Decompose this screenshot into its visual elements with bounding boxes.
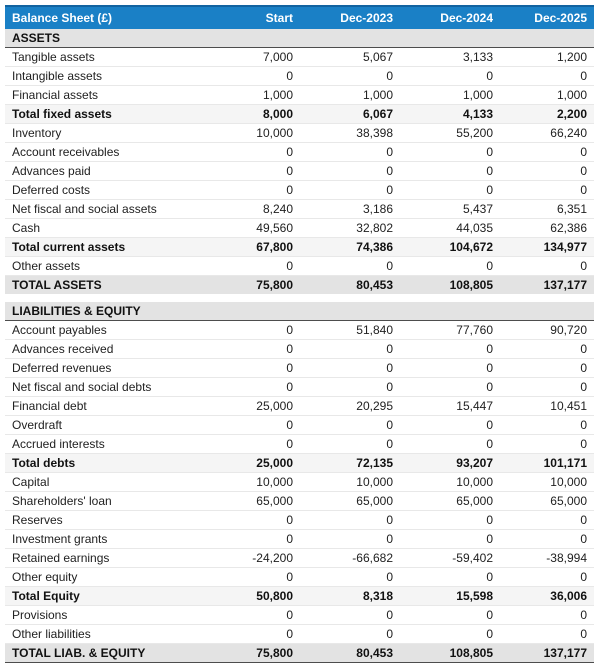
cell-value: 5,067: [301, 48, 401, 67]
table-row: [5, 219, 594, 238]
cell-value: 65,000: [301, 492, 401, 511]
cell-value: 0: [201, 606, 301, 625]
cell-value: 0: [501, 568, 594, 587]
table-row: [5, 67, 594, 86]
cell-value: 0: [201, 530, 301, 549]
cell-value: 0: [401, 625, 501, 644]
section-label: LIABILITIES & EQUITY: [5, 302, 594, 321]
table-row: [5, 181, 594, 200]
table-row: [5, 454, 594, 473]
cell-value: 49,560: [201, 219, 301, 238]
row-label: Provisions: [5, 606, 201, 625]
cell-value: 10,451: [501, 397, 594, 416]
cell-value: 0: [501, 435, 594, 454]
cell-value: 0: [201, 435, 301, 454]
table-row: [5, 397, 594, 416]
cell-value: 0: [501, 257, 594, 276]
cell-value: 80,453: [301, 276, 401, 295]
cell-value: 0: [301, 257, 401, 276]
row-label: Investment grants: [5, 530, 201, 549]
cell-value: 0: [301, 435, 401, 454]
row-label: Deferred revenues: [5, 359, 201, 378]
row-label: Advances received: [5, 340, 201, 359]
cell-value: 7,000: [201, 48, 301, 67]
cell-value: 137,177: [501, 276, 594, 295]
row-label: Capital: [5, 473, 201, 492]
table-row: [5, 200, 594, 219]
table-row: [5, 492, 594, 511]
cell-value: 0: [501, 359, 594, 378]
cell-value: 4,133: [401, 105, 501, 124]
table-row: [5, 530, 594, 549]
column-header-title: Balance Sheet (£): [5, 6, 201, 29]
cell-value: -38,994: [501, 549, 594, 568]
cell-value: 36,006: [501, 587, 594, 606]
cell-value: 44,035: [401, 219, 501, 238]
cell-value: 0: [201, 359, 301, 378]
cell-value: 0: [301, 67, 401, 86]
cell-value: 90,720: [501, 321, 594, 340]
cell-value: 10,000: [201, 473, 301, 492]
row-label: Inventory: [5, 124, 201, 143]
cell-value: 15,447: [401, 397, 501, 416]
cell-value: 0: [501, 511, 594, 530]
cell-value: 0: [301, 340, 401, 359]
cell-value: 0: [301, 625, 401, 644]
cell-value: 1,000: [201, 86, 301, 105]
row-label: TOTAL LIAB. & EQUITY: [5, 644, 201, 663]
column-header-dec-2024: Dec-2024: [401, 6, 501, 29]
cell-value: 0: [301, 530, 401, 549]
row-label: Advances paid: [5, 162, 201, 181]
cell-value: 0: [401, 181, 501, 200]
spacer-cell: [5, 294, 594, 302]
row-label: Retained earnings: [5, 549, 201, 568]
cell-value: 0: [201, 416, 301, 435]
row-label: Cash: [5, 219, 201, 238]
table-row: [5, 359, 594, 378]
cell-value: 1,200: [501, 48, 594, 67]
cell-value: 104,672: [401, 238, 501, 257]
cell-value: 0: [401, 378, 501, 397]
cell-value: 8,000: [201, 105, 301, 124]
cell-value: 101,171: [501, 454, 594, 473]
cell-value: 5,437: [401, 200, 501, 219]
section-row: [5, 29, 594, 48]
cell-value: 0: [201, 340, 301, 359]
cell-value: 0: [301, 359, 401, 378]
table-row: [5, 257, 594, 276]
cell-value: 0: [501, 606, 594, 625]
balance-sheet-body: [5, 29, 594, 663]
cell-value: 0: [401, 257, 501, 276]
cell-value: 2,200: [501, 105, 594, 124]
row-label: Other liabilities: [5, 625, 201, 644]
row-label: Shareholders' loan: [5, 492, 201, 511]
cell-value: -66,682: [301, 549, 401, 568]
cell-value: 0: [301, 378, 401, 397]
table-row: [5, 644, 594, 663]
table-row: [5, 416, 594, 435]
cell-value: 108,805: [401, 644, 501, 663]
cell-value: 38,398: [301, 124, 401, 143]
cell-value: -59,402: [401, 549, 501, 568]
row-label: Account payables: [5, 321, 201, 340]
cell-value: 51,840: [301, 321, 401, 340]
cell-value: 75,800: [201, 644, 301, 663]
cell-value: 67,800: [201, 238, 301, 257]
cell-value: 65,000: [501, 492, 594, 511]
cell-value: 0: [201, 67, 301, 86]
cell-value: 0: [301, 162, 401, 181]
column-header-start: Start: [201, 6, 301, 29]
cell-value: 65,000: [201, 492, 301, 511]
table-row: [5, 340, 594, 359]
cell-value: 0: [301, 143, 401, 162]
cell-value: 0: [201, 568, 301, 587]
cell-value: 8,240: [201, 200, 301, 219]
table-row: [5, 435, 594, 454]
cell-value: 0: [501, 143, 594, 162]
cell-value: 0: [401, 511, 501, 530]
row-label: Total debts: [5, 454, 201, 473]
cell-value: 65,000: [401, 492, 501, 511]
cell-value: 0: [301, 416, 401, 435]
table-row: [5, 321, 594, 340]
cell-value: 0: [301, 606, 401, 625]
cell-value: 50,800: [201, 587, 301, 606]
cell-value: 0: [401, 435, 501, 454]
cell-value: 1,000: [401, 86, 501, 105]
cell-value: 108,805: [401, 276, 501, 295]
cell-value: 0: [401, 606, 501, 625]
table-row: [5, 568, 594, 587]
table-row: [5, 124, 594, 143]
row-label: Overdraft: [5, 416, 201, 435]
cell-value: 74,386: [301, 238, 401, 257]
cell-value: 0: [501, 625, 594, 644]
section-label: ASSETS: [5, 29, 594, 48]
cell-value: 25,000: [201, 454, 301, 473]
cell-value: 0: [401, 162, 501, 181]
cell-value: 0: [201, 625, 301, 644]
table-row: [5, 511, 594, 530]
row-label: Total Equity: [5, 587, 201, 606]
row-label: Deferred costs: [5, 181, 201, 200]
row-label: Accrued interests: [5, 435, 201, 454]
cell-value: 62,386: [501, 219, 594, 238]
row-label: Reserves: [5, 511, 201, 530]
row-label: Net fiscal and social assets: [5, 200, 201, 219]
cell-value: 25,000: [201, 397, 301, 416]
table-row: [5, 625, 594, 644]
cell-value: 66,240: [501, 124, 594, 143]
cell-value: 10,000: [401, 473, 501, 492]
cell-value: 0: [401, 416, 501, 435]
column-header-dec-2025: Dec-2025: [501, 6, 594, 29]
cell-value: 72,135: [301, 454, 401, 473]
table-header-row: [5, 6, 594, 29]
table-row: [5, 378, 594, 397]
section-row: [5, 302, 594, 321]
cell-value: 15,598: [401, 587, 501, 606]
row-label: Other equity: [5, 568, 201, 587]
row-label: Financial assets: [5, 86, 201, 105]
row-label: Total fixed assets: [5, 105, 201, 124]
cell-value: 80,453: [301, 644, 401, 663]
cell-value: 0: [501, 340, 594, 359]
cell-value: 0: [301, 181, 401, 200]
cell-value: 3,186: [301, 200, 401, 219]
cell-value: 0: [201, 321, 301, 340]
table-row: [5, 473, 594, 492]
row-label: Intangible assets: [5, 67, 201, 86]
row-label: Tangible assets: [5, 48, 201, 67]
row-label: Total current assets: [5, 238, 201, 257]
cell-value: 0: [201, 257, 301, 276]
cell-value: 0: [201, 378, 301, 397]
cell-value: -24,200: [201, 549, 301, 568]
cell-value: 10,000: [201, 124, 301, 143]
table-row: [5, 549, 594, 568]
cell-value: 6,067: [301, 105, 401, 124]
cell-value: 0: [301, 568, 401, 587]
cell-value: 1,000: [501, 86, 594, 105]
table-row: [5, 606, 594, 625]
cell-value: 20,295: [301, 397, 401, 416]
cell-value: 6,351: [501, 200, 594, 219]
row-label: Net fiscal and social debts: [5, 378, 201, 397]
cell-value: 77,760: [401, 321, 501, 340]
cell-value: 55,200: [401, 124, 501, 143]
spacer-row: [5, 294, 594, 302]
cell-value: 0: [401, 359, 501, 378]
table-row: [5, 587, 594, 606]
cell-value: 137,177: [501, 644, 594, 663]
row-label: Account receivables: [5, 143, 201, 162]
balance-sheet-table: [5, 5, 594, 663]
column-header-dec-2023: Dec-2023: [301, 6, 401, 29]
cell-value: 75,800: [201, 276, 301, 295]
cell-value: 8,318: [301, 587, 401, 606]
cell-value: 0: [201, 511, 301, 530]
table-row: [5, 143, 594, 162]
cell-value: 0: [201, 162, 301, 181]
cell-value: 32,802: [301, 219, 401, 238]
cell-value: 93,207: [401, 454, 501, 473]
row-label: Financial debt: [5, 397, 201, 416]
cell-value: 0: [301, 511, 401, 530]
table-row: [5, 162, 594, 181]
cell-value: 10,000: [501, 473, 594, 492]
cell-value: 0: [501, 530, 594, 549]
cell-value: 0: [501, 162, 594, 181]
cell-value: 0: [501, 181, 594, 200]
cell-value: 0: [201, 143, 301, 162]
cell-value: 1,000: [301, 86, 401, 105]
table-row: [5, 238, 594, 257]
cell-value: 134,977: [501, 238, 594, 257]
cell-value: 0: [501, 67, 594, 86]
cell-value: 0: [401, 67, 501, 86]
row-label: Other assets: [5, 257, 201, 276]
row-label: TOTAL ASSETS: [5, 276, 201, 295]
cell-value: 0: [501, 378, 594, 397]
table-row: [5, 48, 594, 67]
cell-value: 0: [401, 568, 501, 587]
table-row: [5, 276, 594, 295]
cell-value: 0: [201, 181, 301, 200]
cell-value: 0: [501, 416, 594, 435]
cell-value: 0: [401, 143, 501, 162]
cell-value: 0: [401, 530, 501, 549]
table-row: [5, 105, 594, 124]
cell-value: 3,133: [401, 48, 501, 67]
cell-value: 10,000: [301, 473, 401, 492]
table-row: [5, 86, 594, 105]
cell-value: 0: [401, 340, 501, 359]
